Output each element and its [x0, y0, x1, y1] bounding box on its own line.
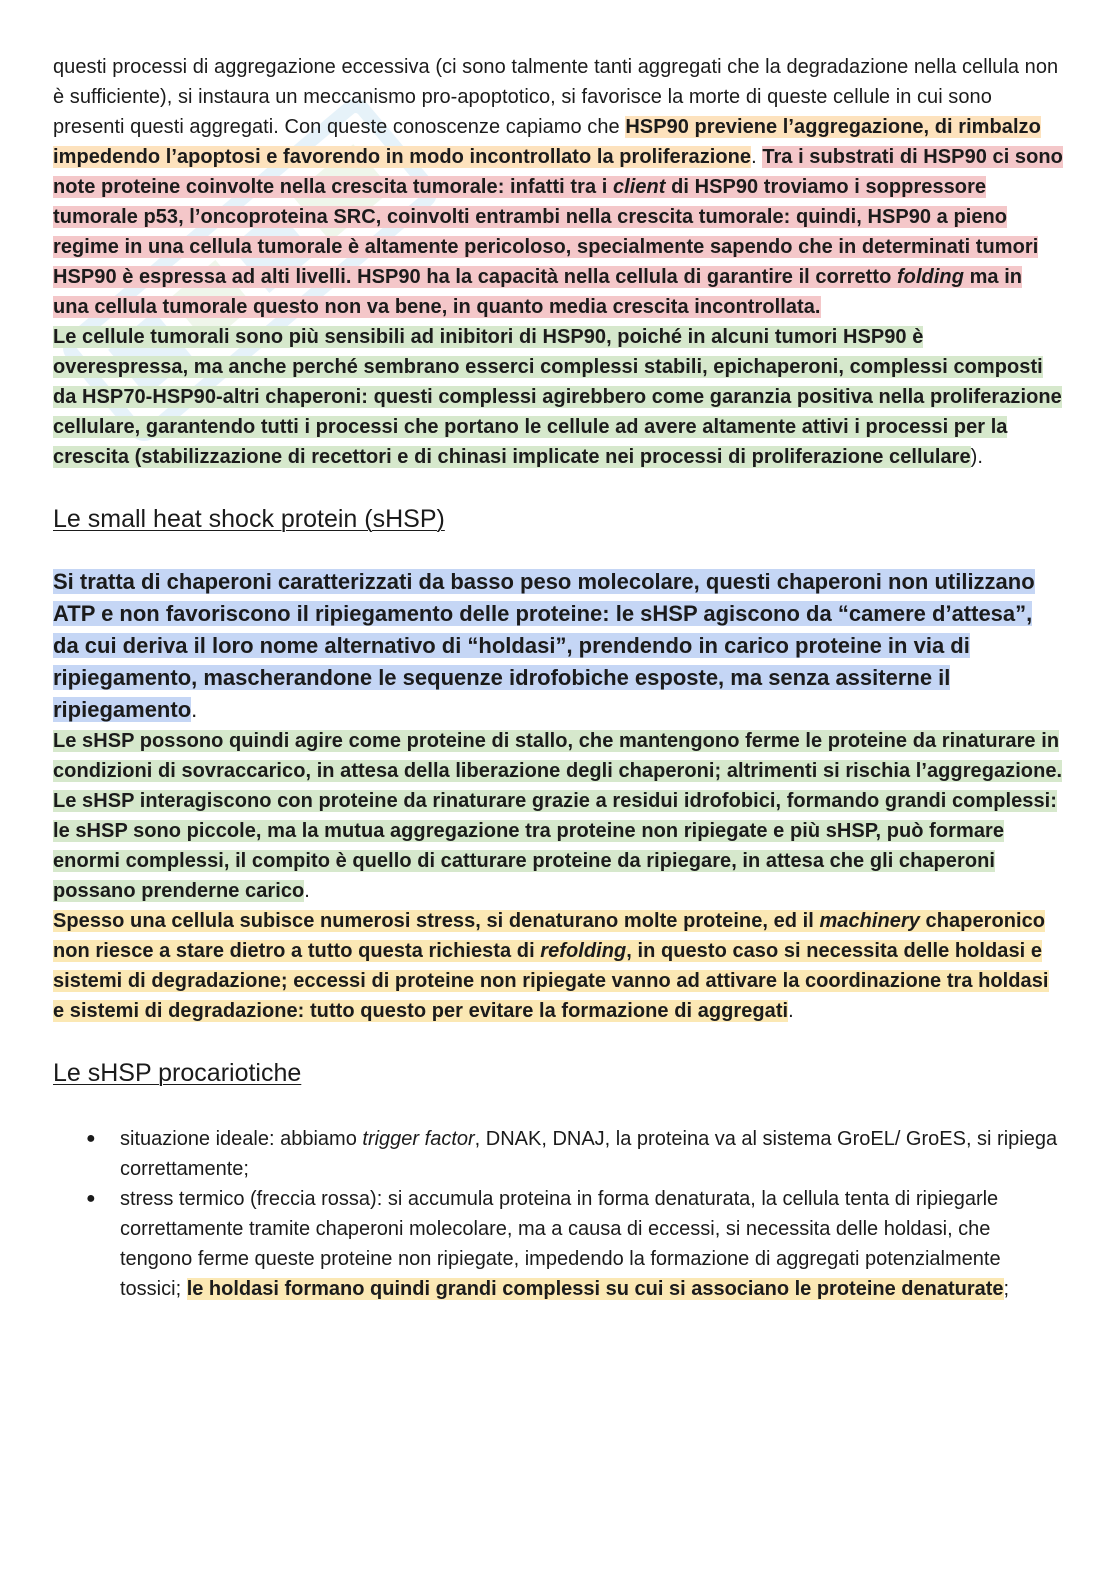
section-heading-shsp: Le small heat shock protein (sHSP) — [53, 505, 445, 533]
text-span: ). — [970, 446, 983, 468]
highlight-stress — [53, 910, 1049, 1022]
highlight-stall-proteins: Le sHSP possono quindi agire come proteine di stallo, che mantengono ferme le proteine da rinaturare in condizioni di sovraccarico, in attesa della liberazione degli chaperoni; altrimenti si rischia l’aggregazione. Le sHSP interagiscono con proteine da rinaturare grazie a residui idrofobici, formando grandi complessi: le sHSP sono piccole, ma la mutua aggregazione tra proteine non ripiegate e più sHSP, può formare enormi complessi, il compito è quello di catturare proteine da ripiegare, in attesa che gli chaperoni possano prenderne carico — [53, 730, 1063, 902]
text-span: ma in una cellula tumorale questo non va bene, in quanto media crescita incontrollata. — [53, 266, 1023, 318]
paragraph-shsp-definition — [53, 566, 1063, 726]
paragraph-hsp90-aggregation — [53, 52, 1063, 322]
list-item — [53, 1124, 1063, 1184]
list-item — [53, 1184, 1063, 1304]
italic-folding: folding — [896, 266, 964, 288]
italic-machinery: machinery — [819, 910, 920, 932]
document-page — [53, 52, 1063, 1304]
text-span: . — [751, 146, 763, 168]
bullet-icon: ● — [86, 1190, 96, 1207]
text-span: situazione ideale: abbiamo — [120, 1128, 363, 1150]
text-span: Tra i substrati di HSP90 ci sono note proteine coinvolte nella crescita tumorale: infatti tra i — [53, 146, 1063, 198]
bullet-icon: ● — [86, 1130, 96, 1147]
paragraph-stress — [53, 906, 1063, 1026]
text-span: . — [788, 1000, 794, 1022]
highlight-hsp90-statement: HSP90 previene l’aggregazione, di rimbalzo impedendo l’apoptosi e favorendo in modo incontrollato la proliferazione — [53, 116, 1041, 168]
paragraph-shsp-stall — [53, 726, 1063, 906]
highlight-shsp-definition: Si tratta di chaperoni caratterizzati da basso peso molecolare, questi chaperoni non utilizzano ATP e non favoriscono il ripiegamento delle proteine: le sHSP agiscono da “camere d’attesa”, da cui deriva il loro nome alternativo di “holdasi”, prendendo in carico proteine in via di ripiegamento, mascherandone le sequenze idrofobiche esposte, ma senza assiterne il ripiegamento — [53, 569, 1035, 722]
text-span: Spesso una cellula subisce numerosi stress, si denaturano molte proteine, ed il — [53, 910, 820, 932]
text-span: . — [191, 697, 198, 722]
italic-client: client — [612, 176, 666, 198]
text-span: . — [304, 880, 310, 902]
text-span: , in questo caso si necessita delle holdasi e sistemi di degradazione; eccessi di proteine non ripiegate vanno ad attivare la coordinazione tra holdasi e sistemi di degradazione: tutto questo per evitare la formazione di aggregati — [53, 940, 1049, 1022]
text-span: questi processi di aggregazione eccessiva (ci sono talmente tanti aggregati che la degradazione nella cellula non è sufficiente), si instaura un meccanismo pro-apoptotico, si favorisce la morte di queste cellule in cui sono presenti questi aggregati. Con queste conoscenze capiamo che — [53, 56, 1059, 138]
paragraph-tumor-cells — [53, 322, 1063, 472]
bullet-list — [53, 1124, 1063, 1304]
italic-trigger-factor: trigger factor — [362, 1128, 475, 1150]
highlight-holdasi-complexes: le holdasi formano quindi grandi complessi su cui si associano le proteine denaturate — [186, 1278, 1004, 1300]
highlight-epichaperones: Le cellule tumorali sono più sensibili ad inibitori di HSP90, poiché in alcuni tumori HSP90 è overespressa, ma anche perché sembrano esserci complessi stabili, epichaperoni, complessi composti da HSP70-HSP90-altri chaperoni: questi complessi agirebbero come garanzia positiva nella proliferazione cellulare, garantendo tutti i processi che portano le cellule ad avere altamente attivi i processi per la crescita (stabilizzazione di recettori e di chinasi implicate nei processi di proliferazione cellulare — [53, 326, 1062, 468]
text-span: chaperonico non riesce a stare dietro a tutto questa richiesta di — [53, 910, 1046, 962]
italic-refolding: refolding — [540, 940, 627, 962]
text-span: di HSP90 troviamo i soppressore tumorale p53, l’oncoproteina SRC, coinvolti entrambi nella crescita tumorale: quindi, HSP90 a pieno regime in una cellula tumorale è altamente pericoloso, specialmente sapendo che in determinati tumori HSP90 è espressa ad alti livelli. HSP90 ha la capacità nella cellula di garantire il corretto — [53, 176, 1039, 288]
text-span: ; — [1003, 1278, 1010, 1300]
text-span: stress termico (freccia rossa): si accumula proteina in forma denaturata, la cellula tenta di ripiegarle correttamente tramite chaperoni molecolare, ma a causa di eccessi, si necessita delle holdasi, che tengono ferme queste proteine non ripiegate, impedendo la formazione di aggregati potenzialmente tossici; — [120, 1188, 1001, 1300]
highlight-tumor-substrates — [53, 146, 1063, 318]
text-span: , DNAK, DNAJ, la proteina va al sistema GroEL/ GroES, si ripiega correttamente; — [120, 1128, 1058, 1180]
section-heading-prokaryotic-shsp: Le sHSP procariotiche — [53, 1059, 302, 1087]
